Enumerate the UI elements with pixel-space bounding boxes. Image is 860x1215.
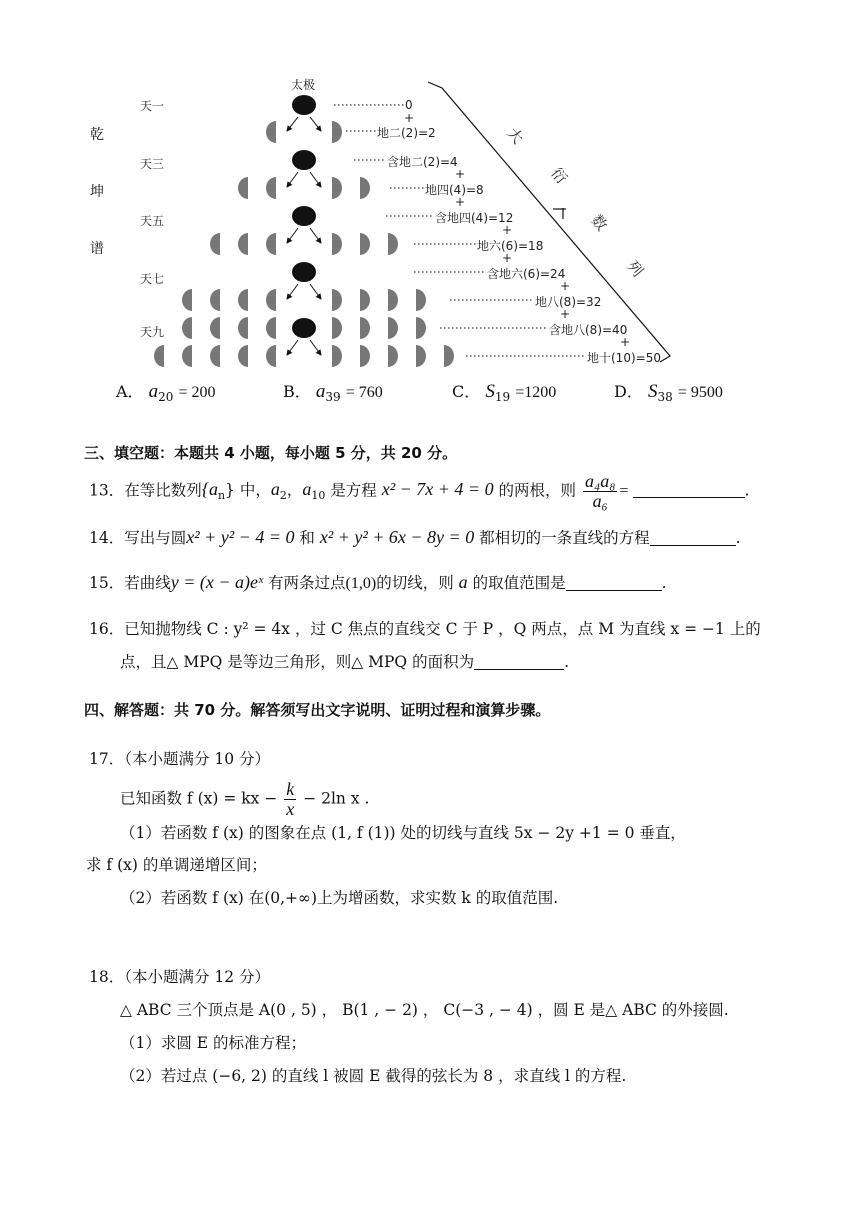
seq-label-2: 含地二(2)=4 [387,155,458,169]
answer-blank[interactable] [650,529,736,546]
section-solution-title: 四、解答题：共 70 分。解答须写出文字说明、证明过程和演算步骤。 [84,701,551,719]
question-18-body: △ ABC 三个顶点是 A(0 , 5) ， B(1 , − 2) ， C(−3 , − 4) ，圆 E 是△ ABC 的外接圆. [120,1001,729,1019]
fraction: $\frac{k}{x}$ [286,779,295,819]
seq-plus: + [620,335,631,349]
answer-blank[interactable] [474,653,564,670]
vertical-title-char: 衍 [547,164,571,188]
vertical-title-char: 大 [503,124,527,148]
seq-plus: + [502,251,513,265]
question-16-line2: 点，且△ MPQ 是等边三角形，则△ MPQ 的面积为 . [120,653,570,671]
question-17-part1: （1）若函数 f (x) 的图象在点 (1, f (1)) 处的切线与直线 5x − 2y +1 = 0 垂直， [120,824,686,842]
seq-label-6: 含地六(6)=24 [487,267,566,281]
section-fill-in-title: 三、填空题：本题共 4 小题，每小题 5 分，共 20 分。 [84,444,458,462]
row-label-tian5: 天五 [140,214,165,228]
question-14: 14．写出与圆x² + y² − 4 = 0 和 x² + y² + 6x − 8y = 0 都相切的一条直线的方程 . [89,527,741,547]
option-a: A． $a_{20} = 200$ [116,381,216,405]
seq-label-3: 地四(4)=8 [425,183,484,197]
taiji-label: 太极 [291,78,316,92]
seq-plus: + [455,195,466,209]
question-16-line1: 16．已知抛物线 C : y² = 4x ，过 C 焦点的直线交 C 于 P ，Q 两点，点 M 为直线 x = −1 上的 [89,620,761,638]
seq-plus: + [502,223,513,237]
question-15: 15．若曲线y = (x − a)eˣ 有两条过点(1,0)的切线，则 a 的取值范围是 . [89,572,667,592]
seq-label-4: 含地四(4)=12 [435,211,514,225]
row-label-tian7: 天七 [140,272,165,286]
vertical-title-char: 数 [587,211,611,235]
seq-label-5: 地六(6)=18 [477,239,544,253]
answer-blank[interactable] [633,481,745,498]
question-17-part2: （2）若函数 f (x) 在(0,+∞)上为增函数，求实数 k 的取值范围. [120,889,559,907]
question-17-part1-cont: 求 f (x) 的单调递增区间； [86,856,267,874]
side-label-kun: 坤 [90,184,104,200]
row-label-tian3: 天三 [140,157,165,171]
seq-plus: + [404,111,415,125]
seq-plus: + [455,167,466,181]
question-18-part2: （2）若过点 (−6, 2) 的直线 l 被圆 E 截得的弦长为 8 ，求直线 l 的方程. [120,1067,627,1085]
question-13: 13．在等比数列$\{a_n\}$ 中，$a_2$，$a_{10}$ 是方程 x² − 7x + 4 = 0 的两根，则 $\frac{\text{a₄a₈}}{\text{a₆}}$ = . [89,471,750,511]
vertical-title-char: 列 [623,257,647,281]
question-17-body: 已知函数 f (x) = kx − $\frac{k}{x}$ − 2ln x . [120,779,370,819]
seq-label-0: 0 [405,98,413,112]
side-label-pu: 谱 [90,241,104,257]
seq-label-8: 含地八(8)=40 [549,323,628,337]
question-17-header: 17．（本小题满分 10 分） [89,750,271,768]
answer-blank[interactable] [566,574,662,591]
seq-plus: + [560,307,571,321]
seq-label-9: 地十(10)=50 [587,351,661,365]
side-label-qian: 乾 [90,127,104,143]
row-label-tian1: 天一 [140,99,165,113]
question-18-part1: （1）求圆 E 的标准方程； [120,1034,307,1052]
option-c: C． $S_{19} =1200$ [452,381,557,405]
question-18-header: 18．（本小题满分 12 分） [89,968,271,986]
seq-label-1: 地二(2)=2 [377,126,436,140]
row-label-tian9: 天九 [140,325,165,339]
option-d: D． $S_{38} = 9500$ [614,381,723,405]
seq-label-7: 地八(8)=32 [535,295,602,309]
seq-plus: + [560,279,571,293]
option-b: B． $a_{39} = 760$ [283,381,383,405]
fraction: $\frac{\text{a₄a₈}}{\text{a₆}}$ [584,471,616,511]
